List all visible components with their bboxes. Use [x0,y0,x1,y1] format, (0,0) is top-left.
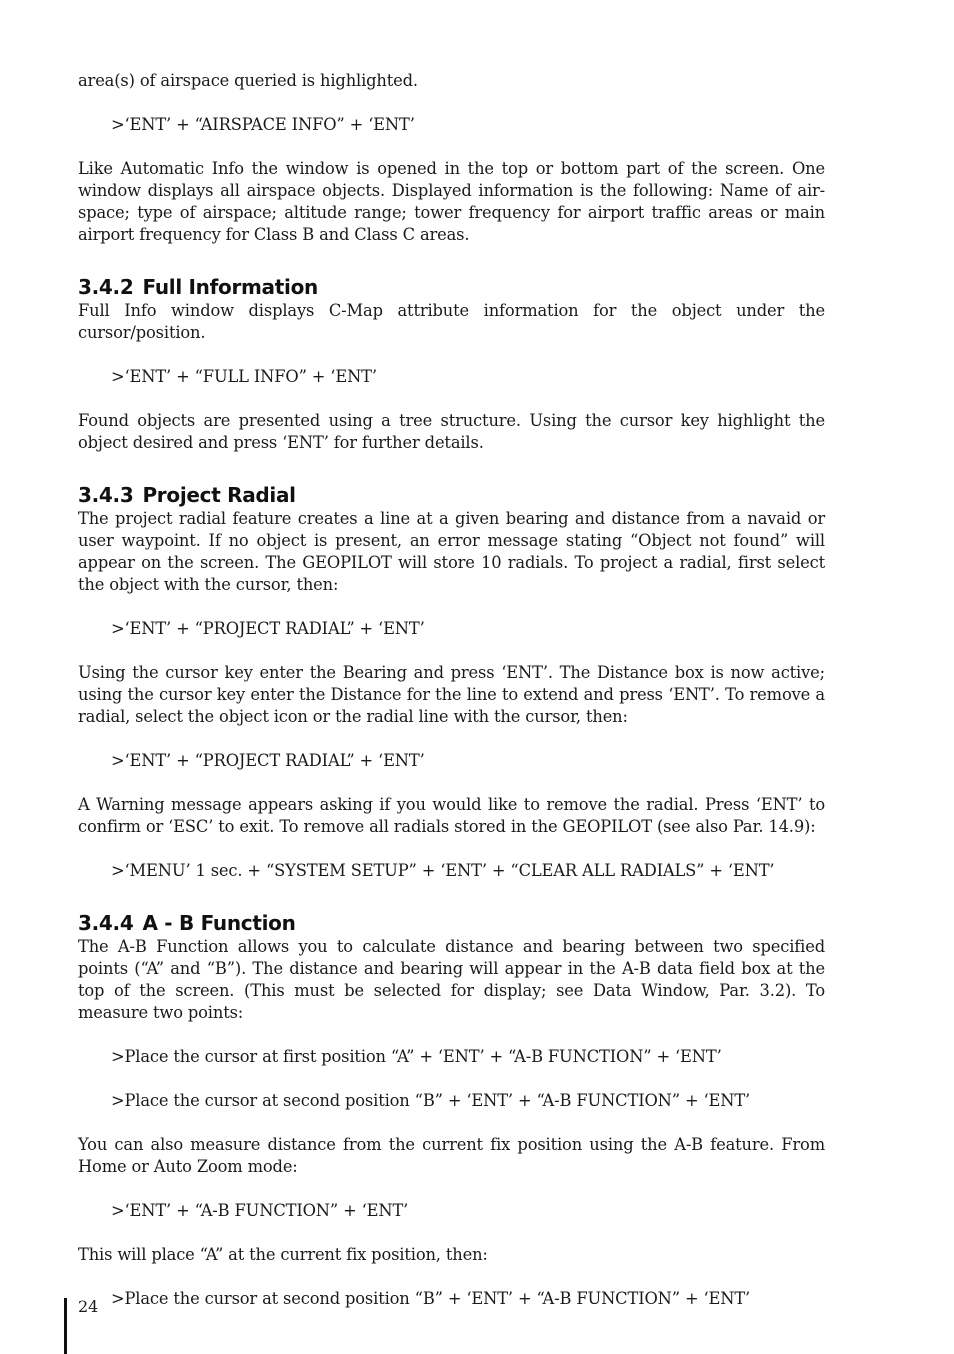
paragraph-warning-message: A Warning message appears asking if you would like to remove the radial. Press ‘ENT’ to confirm or ‘ESC’ to exit. To remove all radials stored in the GEOPILOT (see also Par. 14.9): [78,795,825,836]
command-full-info: >‘ENT’ + “FULL INFO” + ‘ENT’ [111,367,377,386]
heading-ab-function [78,910,825,936]
paragraph-ab-intro: The A-B Function allows you to calculate distance and bearing between two specified points (“A” and “B”). The distance and bearing will appear in the A-B data field box at the top of the screen. (This must be selected for display; see Data Window, Par. 3.2). To measure two points: [78,937,825,1022]
command-ab-second-position: >Place the cursor at second position “B” + ‘ENT’ + “A-B FUNCTION” + ‘ENT’ [111,1091,751,1110]
command-project-radial-remove: >‘ENT’ + “PROJECT RADIAL” + ‘ENT’ [111,751,425,770]
heading-number: 3.4.2 [78,275,134,299]
paragraph-current-fix: You can also measure distance from the current fix position using the A-B feature. From Home or Auto Zoom mode: [78,1135,825,1176]
command-project-radial: >‘ENT’ + “PROJECT RADIAL” + ‘ENT’ [111,619,425,638]
heading-number: 3.4.3 [78,483,134,507]
command-ab-first-position: >Place the cursor at first position “A” + ‘ENT’ + “A-B FUNCTION” + ‘ENT’ [111,1047,722,1066]
heading-title: A - B Function [142,911,296,935]
paragraph-project-radial-intro: The project radial feature creates a line at a given bearing and distance from a navaid or user waypoint. If no object is present, an error message stating “Object not found” will appear on the screen. The GEOPILOT will store 10 radials. To project a radial, first select the object with the cursor, then: [78,509,825,594]
page-content [78,70,825,1310]
paragraph-place-a: This will place “A” at the current fix position, then: [78,1245,488,1264]
paragraph-airspace-highlight: area(s) of airspace queried is highlighted. [78,71,418,90]
command-ab-function: >‘ENT’ + “A-B FUNCTION” + ‘ENT’ [111,1201,409,1220]
paragraph-bearing-distance: Using the cursor key enter the Bearing and press ‘ENT’. The Distance box is now active; using the cursor key enter the Distance for the line to extend and press ‘ENT’. To remove a radial, select the object icon or the radial line with the cursor, then: [78,663,825,726]
heading-title: Project Radial [142,483,296,507]
heading-full-information [78,274,825,300]
command-clear-all-radials: >‘MENU’ 1 sec. + “SYSTEM SETUP” + ‘ENT’ + “CLEAR ALL RADIALS” + ‘ENT’ [111,861,775,880]
paragraph-automatic-info: Like Automatic Info the window is opened in the top or bottom part of the screen. One window displays all airspace objects. Displayed information is the following: Name of air-space; type of airspace; altitude range; tower frequency for airport traffic areas or main airport frequency for Class B and Class C areas. [78,159,825,244]
paragraph-tree-structure: Found objects are presented using a tree structure. Using the cursor key highlight the object desired and press ‘ENT’ for further details. [78,411,825,452]
page-number: 24 [78,1297,99,1316]
heading-project-radial [78,482,825,508]
paragraph-full-info: Full Info window displays C-Map attribute information for the object under the cursor/position. [78,301,825,342]
command-ab-second-position-final: >Place the cursor at second position “B” + ‘ENT’ + “A-B FUNCTION” + ‘ENT’ [111,1289,751,1308]
heading-title: Full Information [142,275,318,299]
heading-number: 3.4.4 [78,911,134,935]
footer-margin-bar [64,1298,67,1354]
command-airspace-info: >‘ENT’ + “AIRSPACE INFO” + ‘ENT’ [111,115,415,134]
